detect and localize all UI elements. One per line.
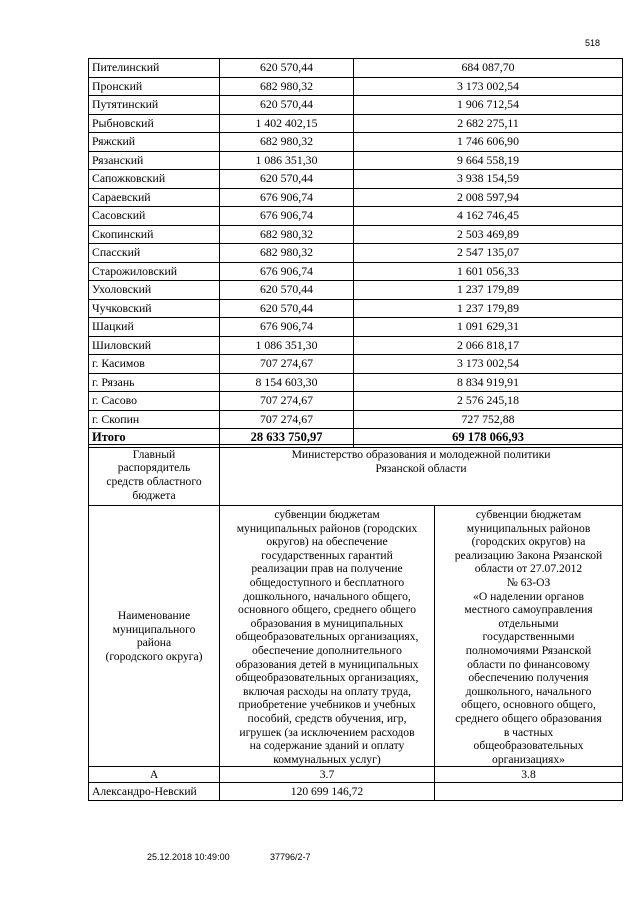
district-name: г. Касимов bbox=[89, 355, 220, 374]
table-row bbox=[89, 336, 623, 355]
district-name: Ухоловский bbox=[89, 281, 220, 300]
col1-desc-line: субвенции бюджетам bbox=[274, 508, 380, 521]
district-name: г. Скопин bbox=[89, 410, 220, 429]
header-row bbox=[89, 445, 623, 506]
header-right-cell bbox=[220, 445, 623, 506]
table-row bbox=[89, 225, 623, 244]
district-name: Старожиловский bbox=[89, 262, 220, 281]
col2-desc-line: в частных bbox=[503, 725, 554, 739]
subsidy-table-new bbox=[88, 444, 623, 801]
district-name: Чучковский bbox=[89, 299, 220, 318]
index-row bbox=[89, 767, 623, 783]
table-row bbox=[89, 207, 623, 226]
col1-desc-line: образования в муниципальных bbox=[250, 616, 404, 630]
row-label-line: муниципального bbox=[112, 622, 196, 636]
table-row bbox=[89, 114, 623, 133]
col1-desc-line: образования детей в муниципальных bbox=[235, 657, 419, 671]
header-left-line: распорядитель bbox=[117, 461, 191, 475]
amount-1: 120 699 146,72 bbox=[220, 783, 435, 801]
col2-desc-line: общеобразовательных bbox=[473, 739, 584, 753]
amount-2: 2 066 818,17 bbox=[354, 336, 623, 355]
amount-1: 28 633 750,97 bbox=[220, 429, 354, 448]
amount-1: 682 980,32 bbox=[220, 77, 354, 96]
table-row bbox=[89, 318, 623, 337]
col1-desc-line: коммунальных услуг) bbox=[273, 752, 381, 766]
index-3-7: 3.7 bbox=[220, 767, 435, 783]
amount-1: 8 154 603,30 bbox=[220, 373, 354, 392]
col1-description bbox=[220, 506, 435, 767]
amount-1: 707 274,67 bbox=[220, 410, 354, 429]
col1-desc-line: округов) на обеспечение bbox=[266, 535, 388, 549]
district-name: Скопинский bbox=[89, 225, 220, 244]
amount-2: 3 938 154,59 bbox=[354, 170, 623, 189]
col1-desc-line: реализации прав на получение bbox=[251, 562, 403, 576]
row-label-line: (городского округа) bbox=[105, 649, 203, 663]
amount-2: 1 601 056,33 bbox=[354, 262, 623, 281]
col1-desc-line: общедоступного и бесплатного bbox=[249, 575, 405, 589]
col1-desc-line: общеобразовательных организациях, bbox=[235, 630, 419, 644]
header-left-line: Главный bbox=[132, 447, 176, 461]
table-row bbox=[89, 355, 623, 374]
table-row bbox=[89, 170, 623, 189]
district-name: Сасовский bbox=[89, 207, 220, 226]
amount-2 bbox=[435, 783, 623, 801]
index-a: А bbox=[89, 767, 220, 783]
table-row bbox=[89, 392, 623, 411]
district-name: Пронский bbox=[89, 77, 220, 96]
col2-desc-line: муниципальных районов bbox=[466, 521, 591, 535]
district-name: Итого bbox=[89, 429, 220, 448]
index-3-8: 3.8 bbox=[435, 767, 623, 783]
col2-desc-line: дошкольного, начального bbox=[465, 684, 592, 698]
district-name: Сапожковский bbox=[89, 170, 220, 189]
amount-1: 1 402 402,15 bbox=[220, 114, 354, 133]
col2-desc-line: реализацию Закона Рязанской bbox=[454, 548, 603, 562]
col1-desc-line: муниципальных районов (городских bbox=[236, 521, 418, 535]
col2-desc-line: области по финансовому bbox=[467, 657, 590, 671]
amount-1: 682 980,32 bbox=[220, 225, 354, 244]
amount-1: 620 570,44 bbox=[220, 170, 354, 189]
table-row bbox=[89, 77, 623, 96]
district-name: Рязанский bbox=[89, 151, 220, 170]
district-name: Сараевский bbox=[89, 188, 220, 207]
amount-2: 9 664 558,19 bbox=[354, 151, 623, 170]
amount-1: 620 570,44 bbox=[220, 96, 354, 115]
col1-desc-line: игрушек (за исключением расходов bbox=[239, 725, 415, 739]
amount-1: 676 906,74 bbox=[220, 262, 354, 281]
table-row bbox=[89, 133, 623, 152]
amount-2: 2 576 245,18 bbox=[354, 392, 623, 411]
amount-2: 69 178 066,93 bbox=[354, 429, 623, 448]
col2-desc-line: полномочиями Рязанской bbox=[465, 643, 592, 657]
col2-desc-line: отдельными bbox=[498, 616, 559, 630]
table-row bbox=[89, 262, 623, 281]
table-row bbox=[89, 96, 623, 115]
col1-desc-line: пособий, средств обучения, игр, bbox=[247, 711, 407, 725]
table-row bbox=[89, 410, 623, 429]
col1-desc-line: обеспечение дополнительного bbox=[252, 643, 402, 657]
col1-desc-line: приобретение учебников и учебных bbox=[238, 698, 416, 712]
amount-1: 620 570,44 bbox=[220, 59, 354, 78]
amount-2: 1 746 606,90 bbox=[354, 133, 623, 152]
col1-desc-line: государственных гарантий bbox=[261, 548, 393, 562]
amount-2: 2 682 275,11 bbox=[354, 114, 623, 133]
table-row bbox=[89, 244, 623, 263]
amount-2: 2 547 135,07 bbox=[354, 244, 623, 263]
subsidy-table-continued bbox=[88, 58, 623, 448]
table-row bbox=[89, 373, 623, 392]
table-row bbox=[89, 783, 623, 801]
amount-2: 4 162 746,45 bbox=[354, 207, 623, 226]
district-name: Путятинский bbox=[89, 96, 220, 115]
amount-2: 3 173 002,54 bbox=[354, 77, 623, 96]
table-row bbox=[89, 188, 623, 207]
amount-2: 1 906 712,54 bbox=[354, 96, 623, 115]
row-label-line: района bbox=[136, 636, 172, 650]
amount-1: 620 570,44 bbox=[220, 299, 354, 318]
district-name: г. Сасово bbox=[89, 392, 220, 411]
amount-1: 1 086 351,30 bbox=[220, 336, 354, 355]
amount-2: 3 173 002,54 bbox=[354, 355, 623, 374]
header-left-line: средств областного bbox=[106, 475, 202, 488]
col2-desc-line: № 63-ОЗ bbox=[506, 575, 551, 589]
col2-desc-line: государственными bbox=[482, 630, 575, 644]
col1-desc-line: основного общего, среднего общего bbox=[237, 603, 417, 617]
amount-2: 1 091 629,31 bbox=[354, 318, 623, 337]
amount-2: 1 237 179,89 bbox=[354, 281, 623, 300]
footer-timestamp: 25.12.2018 10:49:00 bbox=[147, 852, 230, 862]
col2-desc-line: (городских округов) на bbox=[471, 535, 586, 549]
col2-desc-line: общего, основного общего, bbox=[461, 698, 596, 712]
col1-desc-line: дошкольного, начального общего, bbox=[243, 589, 411, 603]
col2-desc-line: «О наделении органов bbox=[473, 589, 584, 603]
header-right-line: Министерство образования и молодежной политики bbox=[291, 448, 551, 461]
district-name: г. Рязань bbox=[89, 373, 220, 392]
table-row bbox=[89, 151, 623, 170]
amount-1: 1 086 351,30 bbox=[220, 151, 354, 170]
row-label-line: Наименование bbox=[117, 608, 191, 622]
header-left-cell bbox=[89, 445, 220, 506]
page-number: 518 bbox=[584, 38, 600, 48]
amount-1: 682 980,32 bbox=[220, 133, 354, 152]
district-name: Спасский bbox=[89, 244, 220, 263]
header-left-line: бюджета bbox=[132, 488, 176, 502]
table-row bbox=[89, 59, 623, 78]
col1-desc-line: на содержание зданий и оплату bbox=[249, 739, 405, 753]
amount-1: 676 906,74 bbox=[220, 207, 354, 226]
amount-2: 2 503 469,89 bbox=[354, 225, 623, 244]
amount-2: 684 087,70 bbox=[354, 59, 623, 78]
col2-desc-line: субвенции бюджетам bbox=[475, 508, 582, 521]
table-row bbox=[89, 281, 623, 300]
amount-1: 676 906,74 bbox=[220, 318, 354, 337]
amount-2: 1 237 179,89 bbox=[354, 299, 623, 318]
district-name: Ряжский bbox=[89, 133, 220, 152]
col2-desc-line: организациях» bbox=[492, 752, 565, 766]
col2-description bbox=[435, 506, 623, 767]
table-row bbox=[89, 299, 623, 318]
footer-doc-code: 37796/2-7 bbox=[270, 852, 311, 862]
amount-1: 707 274,67 bbox=[220, 392, 354, 411]
col1-desc-line: общеобразовательных организациях, bbox=[235, 671, 419, 685]
col2-desc-line: местного самоуправления bbox=[464, 603, 593, 617]
col2-desc-line: обеспечению получения bbox=[468, 671, 589, 685]
district-name: Шацкий bbox=[89, 318, 220, 337]
amount-1: 707 274,67 bbox=[220, 355, 354, 374]
district-name: Александро-Невский bbox=[89, 783, 220, 801]
district-name: Рыбновский bbox=[89, 114, 220, 133]
amount-2: 8 834 919,91 bbox=[354, 373, 623, 392]
col2-desc-line: среднего общего образования bbox=[455, 711, 602, 725]
header-right-line: Рязанской области bbox=[375, 461, 467, 475]
row-label-cell bbox=[89, 506, 220, 767]
amount-1: 620 570,44 bbox=[220, 281, 354, 300]
amount-2: 727 752,88 bbox=[354, 410, 623, 429]
amount-2: 2 008 597,94 bbox=[354, 188, 623, 207]
district-name: Шиловский bbox=[89, 336, 220, 355]
amount-1: 682 980,32 bbox=[220, 244, 354, 263]
col2-desc-line: области от 27.07.2012 bbox=[474, 562, 583, 576]
description-row bbox=[89, 506, 623, 767]
col1-desc-line: включая расходы на оплату труда, bbox=[242, 684, 411, 698]
amount-1: 676 906,74 bbox=[220, 188, 354, 207]
district-name: Пителинский bbox=[89, 59, 220, 78]
